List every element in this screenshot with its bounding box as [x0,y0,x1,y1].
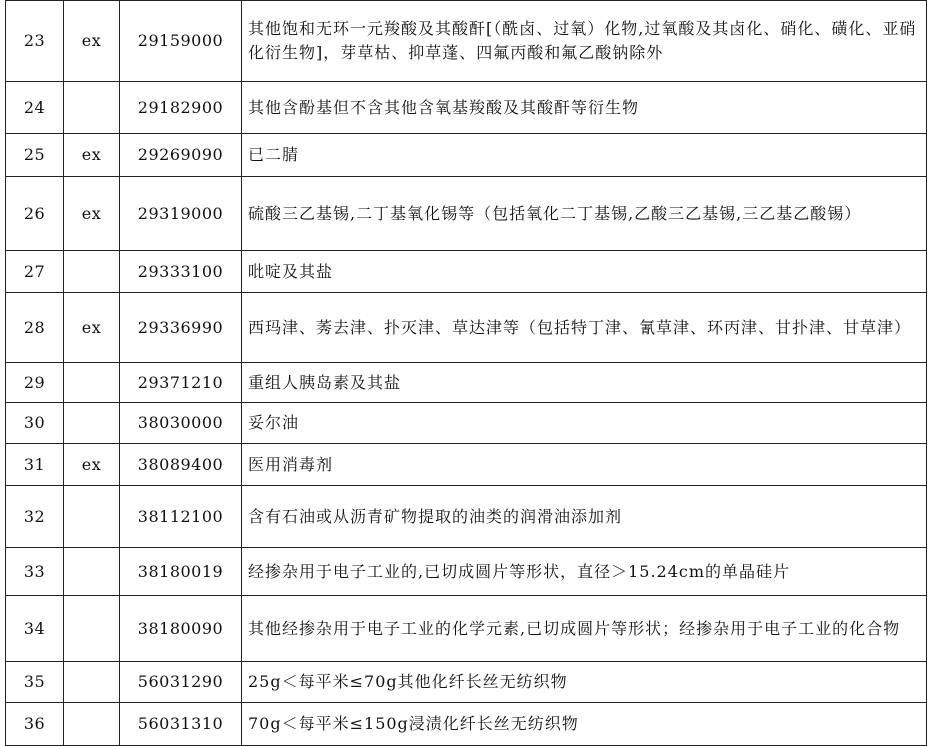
table-row [6,486,927,548]
row-number-cell: 24 [6,82,64,134]
ex-flag-cell [64,703,120,746]
table-row [6,662,927,703]
ex-flag-cell: ex [64,134,120,177]
tariff-items-table [5,0,927,746]
table-row [6,444,927,486]
description-cell: 其他含酚基但不含其他含氧基羧酸及其酸酐等衍生物 [242,82,927,134]
description-cell: 25g＜每平米≤70g其他化纤长丝无纺织物 [242,662,927,703]
row-number-cell: 35 [6,662,64,703]
row-number-cell: 26 [6,177,64,251]
table-row [6,403,927,444]
table-row [6,548,927,596]
row-number-cell: 32 [6,486,64,548]
row-number-cell: 34 [6,596,64,662]
row-number-cell: 27 [6,251,64,293]
row-number-cell: 23 [6,1,64,82]
tariff-code-cell: 38180019 [120,548,242,596]
ex-flag-cell [64,486,120,548]
tariff-code-cell: 29333100 [120,251,242,293]
tariff-code-cell: 56031290 [120,662,242,703]
tariff-code-cell: 56031310 [120,703,242,746]
row-number-cell: 31 [6,444,64,486]
table-body [6,1,927,746]
description-cell: 其他经掺杂用于电子工业的化学元素,已切成圆片等形状；经掺杂用于电子工业的化合物 [242,596,927,662]
tariff-code-cell: 38089400 [120,444,242,486]
tariff-code-cell: 29182900 [120,82,242,134]
row-number-cell: 25 [6,134,64,177]
table-row [6,1,927,82]
row-number-cell: 30 [6,403,64,444]
ex-flag-cell [64,548,120,596]
ex-flag-cell [64,662,120,703]
description-cell: 70g＜每平米≤150g浸渍化纤长丝无纺织物 [242,703,927,746]
tariff-code-cell: 29159000 [120,1,242,82]
ex-flag-cell [64,363,120,403]
description-cell: 重组人胰岛素及其盐 [242,363,927,403]
description-cell: 西玛津、莠去津、扑灭津、草达津等（包括特丁津、氰草津、环丙津、甘扑津、甘草津） [242,293,927,363]
tariff-code-cell: 38030000 [120,403,242,444]
tariff-code-cell: 29336990 [120,293,242,363]
description-cell: 妥尔油 [242,403,927,444]
tariff-code-cell: 29319000 [120,177,242,251]
table-row [6,293,927,363]
table-row [6,596,927,662]
row-number-cell: 28 [6,293,64,363]
description-cell: 医用消毒剂 [242,444,927,486]
table-row [6,177,927,251]
tariff-code-cell: 29371210 [120,363,242,403]
table-row [6,363,927,403]
ex-flag-cell [64,403,120,444]
ex-flag-cell: ex [64,1,120,82]
ex-flag-cell: ex [64,444,120,486]
row-number-cell: 29 [6,363,64,403]
row-number-cell: 36 [6,703,64,746]
ex-flag-cell [64,82,120,134]
table-row [6,251,927,293]
row-number-cell: 33 [6,548,64,596]
description-cell: 经掺杂用于电子工业的,已切成圆片等形状，直径＞15.24cm的单晶硅片 [242,548,927,596]
table-row [6,134,927,177]
ex-flag-cell [64,251,120,293]
tariff-code-cell: 38180090 [120,596,242,662]
description-cell: 已二腈 [242,134,927,177]
table-row [6,703,927,746]
description-cell: 含有石油或从沥青矿物提取的油类的润滑油添加剂 [242,486,927,548]
tariff-code-cell: 38112100 [120,486,242,548]
tariff-code-cell: 29269090 [120,134,242,177]
description-cell: 其他饱和无环一元羧酸及其酸酐[（酰卤、过氧）化物,过氧酸及其卤化、硝化、磺化、亚硝化衍生物]，芽草枯、抑草蓬、四氟丙酸和氟乙酸钠除外 [242,1,927,82]
description-cell: 硫酸三乙基锡,二丁基氧化锡等（包括氧化二丁基锡,乙酸三乙基锡,三乙基乙酸锡） [242,177,927,251]
ex-flag-cell: ex [64,177,120,251]
ex-flag-cell [64,596,120,662]
table-row [6,82,927,134]
ex-flag-cell: ex [64,293,120,363]
description-cell: 吡啶及其盐 [242,251,927,293]
